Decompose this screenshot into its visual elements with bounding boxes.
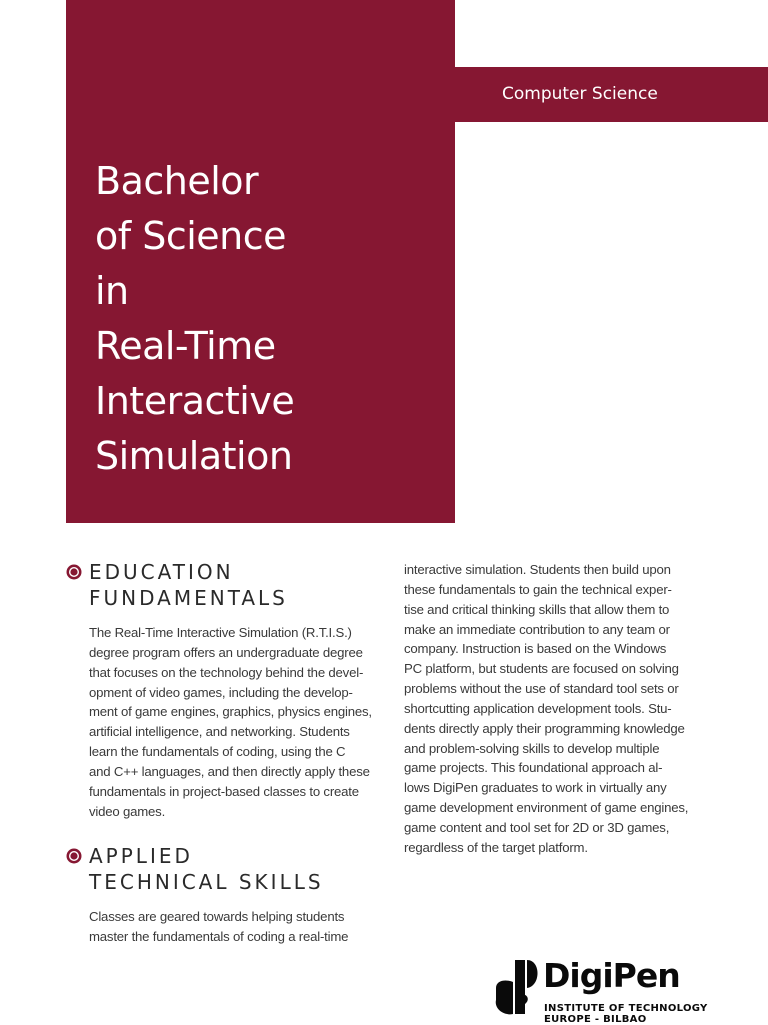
logo-wordmark: DigiPen: [543, 956, 680, 995]
digipen-logo-icon: [486, 960, 541, 1016]
body-line: problems without the use of standard tool sets or: [404, 681, 679, 697]
body-line: and C++ languages, and then directly apply these: [89, 763, 370, 779]
body-line: make an immediate contribution to any team or: [404, 621, 670, 637]
digipen-logo: [486, 956, 716, 1025]
title-line: in: [95, 269, 129, 313]
body-line: game projects. This foundational approach al-: [404, 760, 663, 776]
title-line: of Science: [95, 214, 287, 258]
body-line: The Real-Time Interactive Simulation (R.T.I.S.): [89, 625, 352, 640]
department-label: Computer Science: [502, 84, 658, 104]
body-line: game development environment of game engines,: [404, 800, 689, 816]
body-line: shortcutting application development tools. Stu-: [404, 700, 672, 716]
logo-tagline: INSTITUTE OF TECHNOLOGY: [544, 1003, 708, 1014]
title-line: Real-Time: [95, 324, 276, 368]
body-line: interactive simulation. Students then build upon: [404, 562, 671, 577]
department-band: [455, 67, 768, 122]
body-line: PC platform, but students are focused on solving: [404, 661, 679, 677]
body-line: fundamentals in project-based classes to create: [89, 783, 359, 799]
body-line: and problem-solving skills to develop multiple: [404, 740, 660, 756]
body-line: game content and tool set for 2D or 3D games,: [404, 819, 670, 835]
body-line: ment of game engines, graphics, physics engines,: [89, 704, 372, 720]
body-line: dents directly apply their programming knowledge: [404, 720, 685, 736]
body-line: degree program offers an undergraduate degree: [89, 644, 363, 660]
body-line: lows DigiPen graduates to work in virtually any: [404, 780, 667, 796]
title-line: Interactive: [95, 379, 295, 423]
body-line: that focuses on the technology behind the devel-: [89, 664, 364, 680]
target-bullet-icon: [66, 564, 82, 580]
heading-line: EDUCATION: [89, 560, 234, 584]
logo-location: EUROPE - BILBAO: [544, 1014, 647, 1025]
right-column-body: [404, 560, 688, 858]
title-line: Bachelor: [95, 159, 259, 203]
education-body: [89, 623, 372, 821]
body-line: these fundamentals to gain the technical exper-: [404, 581, 672, 597]
title-line: Simulation: [95, 434, 293, 478]
target-bullet-icon: [66, 848, 82, 864]
body-line: regardless of the target platform.: [404, 839, 588, 855]
heading-line: TECHNICAL SKILLS: [89, 870, 324, 894]
body-line: Classes are geared towards helping students: [89, 909, 345, 924]
page-title: [95, 154, 294, 484]
body-line: learn the fundamentals of coding, using the C: [89, 744, 346, 760]
heading-line: APPLIED: [89, 844, 193, 868]
body-line: tise and critical thinking skills that allow them to: [404, 601, 670, 617]
body-line: artificial intelligence, and networking. Students: [89, 724, 350, 740]
body-line: opment of video games, including the develop-: [89, 684, 353, 700]
body-line: video games.: [89, 803, 166, 819]
heading-line: FUNDAMENTALS: [89, 586, 288, 610]
body-line: master the fundamentals of coding a real-time: [89, 928, 349, 944]
body-line: company. Instruction is based on the Windows: [404, 641, 667, 657]
applied-body: [89, 907, 348, 947]
